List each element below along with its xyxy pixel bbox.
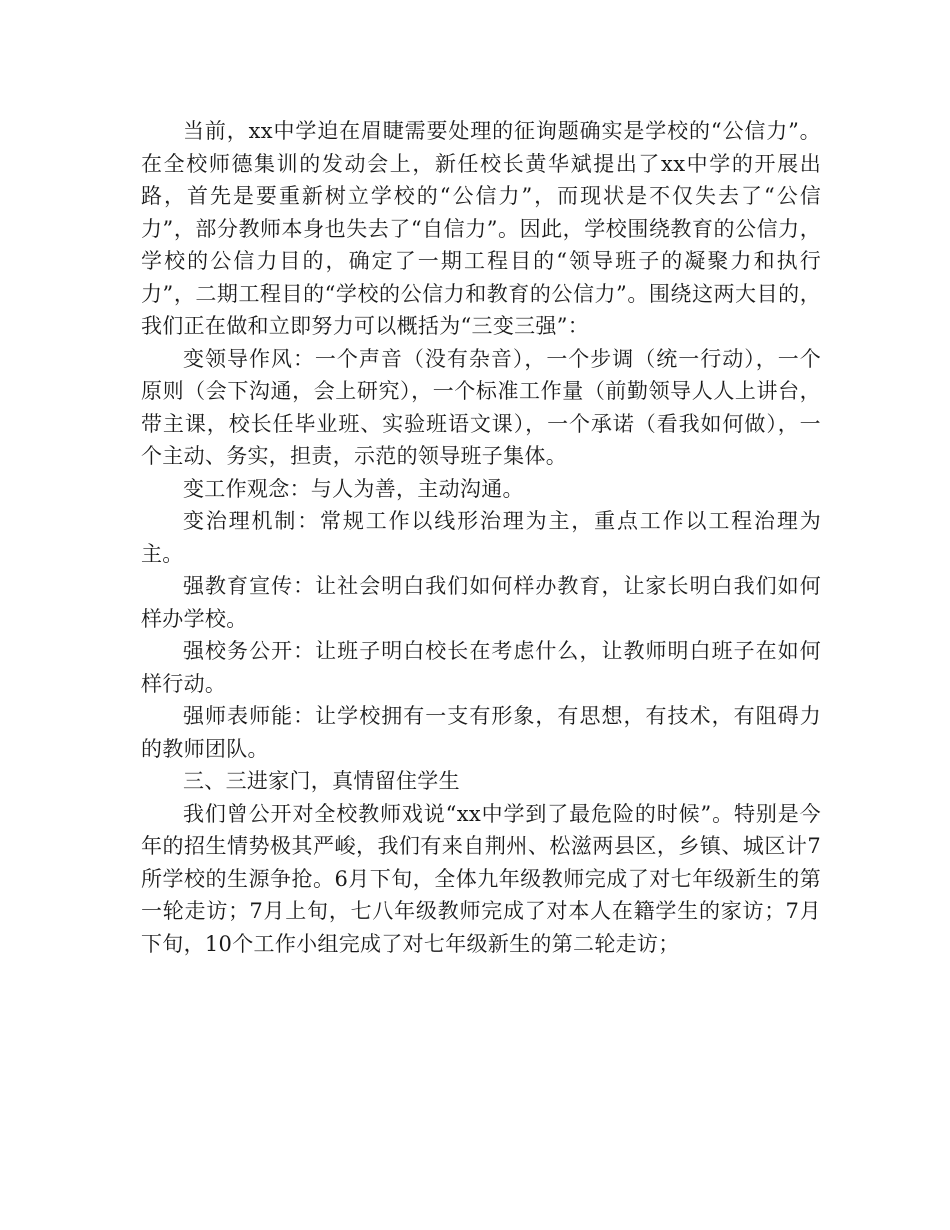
paragraph-public-credibility: 当前，xx中学迫在眉睫需要处理的征询题确实是学校的“公信力”。在全校师德集训的发动会上，新任校长黄华斌提出了xx中学的开展出路，首先是要重新树立学校的“公信力”，而现状是不仅失去了“公信力”，部分教师本身也失去了“自信力”。因此，学校围绕教育的公信力，学校的公信力目的，确定了一期工程目的“领导班子的凝聚力和执行力”，二期工程目的“学校的公信力和教育的公信力”。围绕这两大目的，我们正在做和立即努力可以概括为“三变三强”：: [141, 119, 821, 338]
document-body: [141, 115, 821, 960]
paragraph-enrollment-visits: 我们曾公开对全校教师戏说“xx中学到了最危险的时候”。特别是今年的招生情势极其严峻，我们有来自荆州、松滋两县区，乡镇、城区计7所学校的生源争抢。6月下旬，全体九年级教师完成了对七年级新生的第一轮走访；7月上旬，七八年级教师完成了对本人在籍学生的家访；7月下旬，10个工作小组完成了对七年级新生的第二轮走访；: [141, 801, 821, 956]
paragraph-work-concept: 变工作观念：与人为善，主动沟通。: [183, 476, 524, 501]
paragraph-leadership-style: 变领导作风：一个声音（没有杂音），一个步调（统一行动），一个原则（会下沟通，会上研究），一个标准工作量（前勤领导人人上讲台，带主课，校长任毕业班、实验班语文课），一个承诺（看我如何做），一个主动、务实，担责，示范的领导班子集体。: [141, 346, 821, 468]
paragraph-teacher-ability: 强师表师能：让学校拥有一支有形象，有思想，有技术，有阻碍力的教师团队。: [141, 704, 821, 761]
section-heading-three-visits: 三、三进家门，真情留住学生: [183, 769, 460, 793]
paragraph-education-publicity: 强教育宣传：让社会明白我们如何样办教育，让家长明白我们如何样办学校。: [141, 574, 821, 631]
paragraph-management-mechanism: 变治理机制：常规工作以线形治理为主，重点工作以工程治理为主。: [141, 509, 821, 566]
paragraph-school-affairs: 强校务公开：让班子明白校长在考虑什么，让教师明白班子在如何样行动。: [141, 639, 821, 696]
